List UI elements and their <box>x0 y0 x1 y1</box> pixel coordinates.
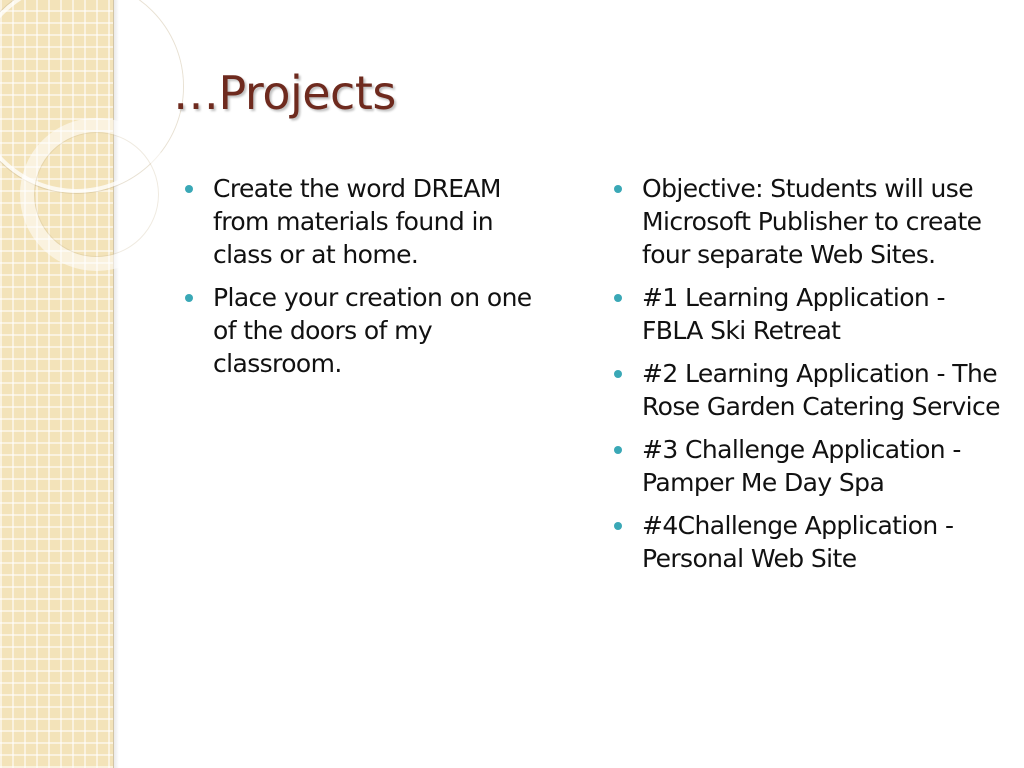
bullet-text: #4Challenge Application - Personal Web Site <box>642 511 954 573</box>
bullet-item <box>614 509 1009 575</box>
bullet-text: #1 Learning Application - FBLA Ski Retreat <box>642 283 945 345</box>
bullet-dot-icon <box>614 446 622 454</box>
bullet-dot-icon <box>185 185 193 193</box>
bullet-item <box>614 281 1009 347</box>
bullet-text: Place your creation on one of the doors of my classroom. <box>213 283 532 378</box>
bullet-dot-icon <box>614 294 622 302</box>
bullet-dot-icon <box>185 294 193 302</box>
bullet-dot-icon <box>614 185 622 193</box>
bullet-item <box>614 357 1009 423</box>
bullet-text: #3 Challenge Application - Pamper Me Day Spa <box>642 435 961 497</box>
bullet-dot-icon <box>614 370 622 378</box>
bullet-dot-icon <box>614 522 622 530</box>
bullet-item <box>185 281 547 380</box>
decorative-ring-small <box>20 118 173 271</box>
bullet-item <box>614 433 1009 499</box>
bullet-text: #2 Learning Application - The Rose Garden Catering Service <box>642 359 1000 421</box>
right-bullet-list <box>614 172 1009 585</box>
slide-title: …Projects <box>173 66 396 120</box>
bullet-text: Create the word DREAM from materials found in class or at home. <box>213 174 501 269</box>
left-bullet-list <box>185 172 547 390</box>
bullet-text: Objective: Students will use Microsoft Publisher to create four separate Web Sites. <box>642 174 982 269</box>
bullet-item <box>185 172 547 271</box>
bullet-item <box>614 172 1009 271</box>
